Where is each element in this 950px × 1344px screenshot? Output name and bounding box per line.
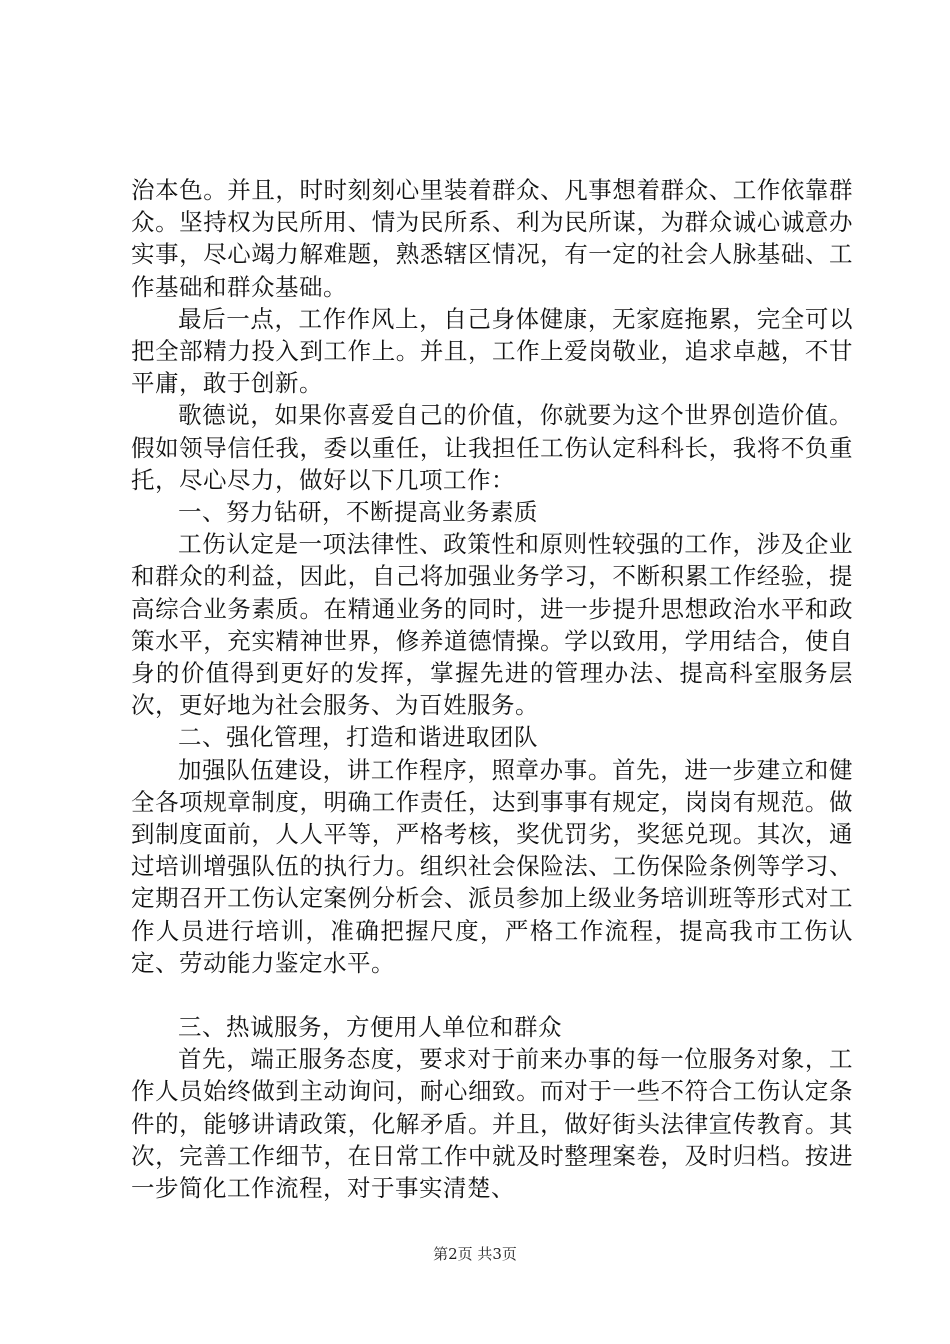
paragraph: 最后一点，工作作风上，自己身体健康，无家庭拖累，完全可以把全部精力投入到工作上。并且，工作上爱岗敬业，追求卓越，不甘平庸，敢于创新。 xyxy=(131,304,853,398)
paragraph-gap xyxy=(131,979,853,1011)
page-number-footer: 第2页 共3页 xyxy=(433,1245,517,1263)
section-heading: 二、强化管理，打造和谐进取团队 xyxy=(178,723,538,752)
paragraph: 歌德说，如果你喜爱自己的价值，你就要为这个世界创造价值。假如领导信任我，委以重任，让我担任工伤认定科科长，我将不负重托，尽心尽力，做好以下几项工作： xyxy=(131,401,853,494)
paragraph: 首先，端正服务态度，要求对于前来办事的每一位服务对象，工作人员始终做到主动询问，耐心细致。而对于一些不符合工伤认定条件的，能够讲请政策，化解矛盾。并且，做好街头法律宣传教育。其次，完善工作细节，在日常工作中就及时整理案卷，及时归档。按进一步简化工作流程，对于事实清楚、 xyxy=(131,1045,853,1203)
paragraph: 工伤认定是一项法律性、政策性和原则性较强的工作，涉及企业和群众的利益，因此，自己将加强业务学习，不断积累工作经验，提高综合业务素质。在精通业务的同时，进一步提升思想政治水平和政策水平，充实精神世界，修养道德情操。学以致用，学用结合，使自身的价值得到更好的发挥，掌握先进的管理办法、提高科室服务层次，更好地为社会服务、为百姓服务。 xyxy=(131,530,853,720)
section-heading: 一、努力钻研，不断提高业务素质 xyxy=(178,498,538,527)
paragraph: 治本色。并且，时时刻刻心里装着群众、凡事想着群众、工作依靠群众。坚持权为民所用、情为民所系、利为民所谋，为群众诚心诚意办实事，尽心竭力解难题，熟悉辖区情况，有一定的社会人脉基础、工作基础和群众基础。 xyxy=(131,176,853,301)
section-heading: 三、热诚服务，方便用人单位和群众 xyxy=(178,1013,562,1042)
paragraph: 加强队伍建设，讲工作程序，照章办事。首先，进一步建立和健全各项规章制度，明确工作责任，达到事事有规定，岗岗有规范。做到制度面前，人人平等，严格考核，奖优罚劣，奖惩兑现。其次，通过培训增强队伍的执行力。组织社会保险法、工伤保险条例等学习、定期召开工伤认定案例分析会、派员参加上级业务培训班等形式对工作人员进行培训，准确把握尺度，严格工作流程，提高我市工伤认定、劳动能力鉴定水平。 xyxy=(131,755,853,977)
document-body xyxy=(131,174,853,1204)
